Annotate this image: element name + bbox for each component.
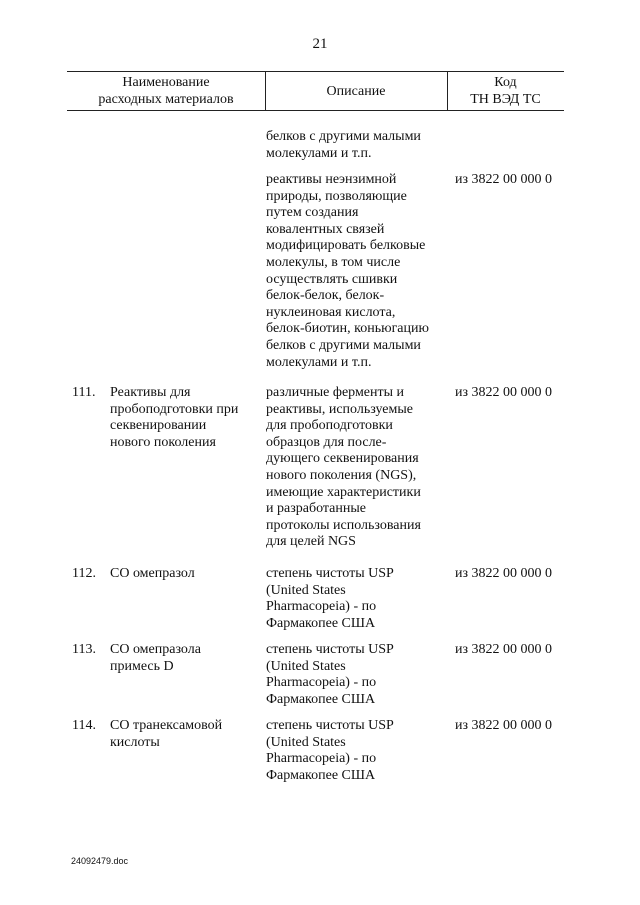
row-description-line: ковалентных связей <box>266 221 385 237</box>
row-description <box>266 566 451 632</box>
row-description-line: (United States <box>266 658 346 674</box>
header-description-line: Описание <box>326 83 386 99</box>
row-description-line: молекулами и т.п. <box>266 145 372 161</box>
row-description <box>266 718 451 784</box>
row-description-line: реактивы, используемые <box>266 401 413 417</box>
document-filename: 24092479.doc <box>71 856 129 866</box>
row-description-line: нуклеиновая кислота, <box>266 304 396 320</box>
row-description-line: образцов для после- <box>266 434 387 450</box>
row-name-line: секвенировании <box>110 418 207 434</box>
row-description-line: степень чистоты USP <box>266 718 394 733</box>
row-name-line: пробоподготовки при <box>110 401 239 417</box>
page-number: 21 <box>312 36 328 52</box>
row-description <box>266 129 451 162</box>
row-name-line: СО транексамовой <box>110 718 223 733</box>
header-code-line: Код <box>494 75 517 90</box>
row-description-line: нового поколения (NGS), <box>266 467 417 483</box>
row-description-line: Pharmacopeia) - по <box>266 599 377 615</box>
row-description-line: белков с другими малыми <box>266 129 421 144</box>
row-name-line: примесь D <box>110 658 174 674</box>
row-name-line: Реактивы для <box>110 385 191 400</box>
row-description-line: молекулы, в том числе <box>266 254 401 270</box>
row-name <box>110 566 255 583</box>
row-number: 114. <box>72 718 96 733</box>
row-description-line: степень чистоты USP <box>266 642 394 657</box>
row-code: из 3822 00 000 0 <box>455 385 553 400</box>
row-code: из 3822 00 000 0 <box>455 566 553 581</box>
row-description <box>266 172 451 371</box>
row-description-line: молекулами и т.п. <box>266 354 372 370</box>
header-name-line: расходных материалов <box>98 92 234 107</box>
row-description <box>266 642 451 708</box>
row-description-line: Фармакопее США <box>266 767 376 783</box>
row-description-line: белок-белок, белок- <box>266 288 385 304</box>
row-description-line: для пробоподготовки <box>266 418 393 434</box>
row-name-line: СО омепразола <box>110 642 201 657</box>
row-description-line: дующего секвенирования <box>266 451 419 467</box>
row-description-line: и разработанные <box>266 501 366 517</box>
header-code-column <box>447 72 564 110</box>
row-description-line: для целей NGS <box>266 534 356 550</box>
row-description-line: различные ферменты и <box>266 385 405 400</box>
row-description-line: имеющие характеристики <box>266 484 421 500</box>
row-description-line: белок-биотин, коньюгацию <box>266 321 429 337</box>
header-name-column <box>67 72 265 110</box>
row-description-line: протоколы использования <box>266 517 421 533</box>
row-description-line: (United States <box>266 734 346 750</box>
header-description-column <box>265 72 447 110</box>
row-name-line: нового поколения <box>110 434 216 450</box>
row-description-line: реактивы неэнзимной <box>266 172 397 187</box>
row-name <box>110 718 255 751</box>
row-code: из 3822 00 000 0 <box>455 172 553 187</box>
row-description-line: модифицировать белковые <box>266 238 426 254</box>
row-description-line: степень чистоты USP <box>266 566 394 581</box>
row-number: 111. <box>72 385 96 400</box>
header-code-line: ТН ВЭД ТС <box>470 92 541 107</box>
row-description-line: Pharmacopeia) - по <box>266 675 377 691</box>
row-description-line: осуществлять сшивки <box>266 271 398 287</box>
row-description-line: Фармакопее США <box>266 615 376 631</box>
row-code: из 3822 00 000 0 <box>455 718 553 733</box>
row-number: 112. <box>72 566 96 581</box>
row-description-line: путем создания <box>266 205 359 221</box>
row-description-line: (United States <box>266 582 346 598</box>
row-code: из 3822 00 000 0 <box>455 642 553 657</box>
row-description-line: белков с другими малыми <box>266 337 421 353</box>
row-description-line: природы, позволяющие <box>266 188 407 204</box>
row-name-line: кислоты <box>110 734 160 750</box>
row-description <box>266 385 451 551</box>
row-name-line: СО омепразол <box>110 566 195 581</box>
row-description-line: Pharmacopeia) - по <box>266 751 377 767</box>
row-description-line: Фармакопее США <box>266 691 376 707</box>
header-name-line: Наименование <box>122 75 210 90</box>
row-name <box>110 385 255 451</box>
row-name <box>110 642 255 675</box>
row-number: 113. <box>72 642 96 657</box>
table-header <box>67 71 564 111</box>
